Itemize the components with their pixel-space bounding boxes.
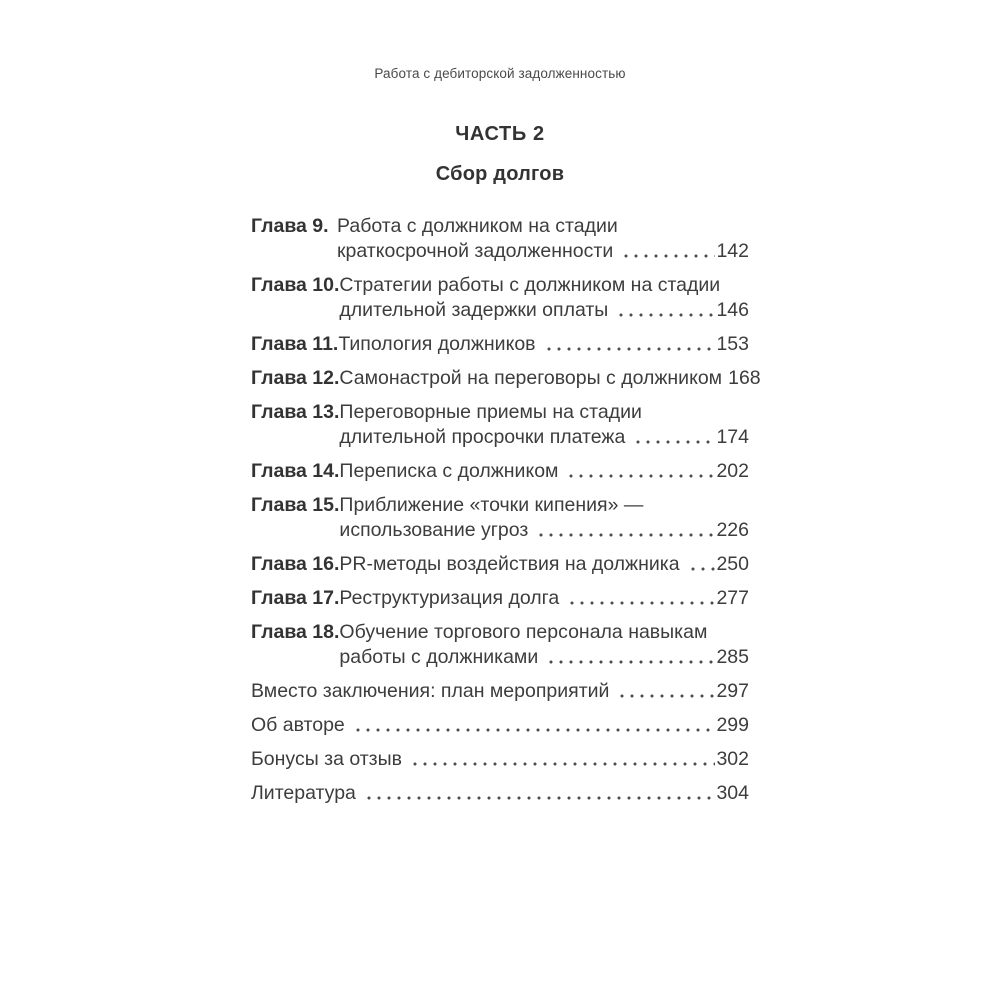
entry-last-line	[339, 366, 761, 391]
toc-entry	[251, 493, 749, 543]
dot-leader	[564, 586, 715, 611]
entry-last-line	[339, 298, 749, 323]
entry-body	[339, 400, 749, 450]
entry-body	[251, 781, 749, 806]
dot-leader	[350, 713, 716, 738]
chapter-label: Глава 9.	[251, 215, 329, 237]
dot-leader	[563, 459, 715, 484]
entry-body	[251, 713, 749, 738]
toc-entry	[251, 552, 749, 577]
page-number: 202	[716, 460, 749, 482]
toc-entry	[251, 332, 749, 357]
entry-line: Стратегии работы с должником на стадии	[339, 274, 721, 296]
toc-entry	[251, 679, 749, 704]
entry-line: Переговорные приемы на стадии	[339, 401, 642, 423]
chapter-label: Глава 13.	[251, 401, 340, 423]
dot-leader	[630, 425, 715, 450]
page-number: 297	[716, 680, 749, 702]
chapter-label: Глава 18.	[251, 621, 340, 643]
table-of-contents	[251, 214, 761, 806]
entry-body	[339, 459, 749, 484]
entry-last-line	[251, 679, 749, 704]
entry-body	[339, 493, 749, 543]
entry-last-line	[337, 239, 749, 264]
entry-last-line	[339, 518, 749, 543]
toc-entry	[251, 459, 749, 484]
page-number: 146	[716, 299, 749, 321]
chapter-label: Глава 17.	[251, 587, 340, 609]
page-number: 142	[716, 240, 749, 262]
toc-entry	[251, 400, 749, 450]
part-subtitle: Сбор долгов	[435, 163, 565, 185]
entry-title-text: длительной задержки оплаты	[339, 299, 609, 321]
chapter-label: Глава 16.	[251, 553, 340, 575]
entry-body	[339, 620, 749, 670]
entry-title-text: Реструктуризация долга	[339, 587, 560, 609]
entry-last-line	[338, 332, 749, 357]
entry-last-line	[251, 747, 749, 772]
part-title: ЧАСТЬ 2	[455, 123, 545, 145]
toc-entry	[251, 366, 761, 391]
page-number: 168	[728, 367, 761, 389]
entry-title-text: Об авторе	[251, 714, 345, 736]
chapter-label: Глава 10.	[251, 274, 340, 296]
entry-title-text: Бонусы за отзыв	[251, 748, 402, 770]
entry-title-text: Литература	[251, 782, 356, 804]
entry-body	[339, 273, 749, 323]
entry-title-text: краткосрочной задолженности	[337, 240, 614, 262]
toc-entry	[251, 747, 749, 772]
entry-title-text: Переписка с должником	[339, 460, 559, 482]
page-number: 302	[716, 748, 749, 770]
page-number: 226	[716, 519, 749, 541]
entry-title-text: Вместо заключения: план мероприятий	[251, 680, 610, 702]
entry-body	[339, 552, 749, 577]
dot-leader	[685, 552, 716, 577]
entry-title-text: Самонастрой на переговоры с должником	[339, 367, 723, 389]
dot-leader	[533, 518, 715, 543]
page-number: 174	[716, 426, 749, 448]
entry-title-text: Типология должников	[338, 333, 536, 355]
chapter-label: Глава 12.	[251, 367, 340, 389]
entry-last-line	[339, 552, 749, 577]
entry-line: Обучение торгового персонала навыкам	[339, 621, 708, 643]
entry-body	[337, 214, 749, 264]
chapter-label: Глава 11.	[251, 333, 339, 355]
page-number: 285	[716, 646, 749, 668]
page-number: 304	[716, 782, 749, 804]
dot-leader	[613, 298, 715, 323]
entry-body	[338, 332, 749, 357]
dot-leader	[407, 747, 715, 772]
entry-last-line	[251, 781, 749, 806]
toc-entry	[251, 273, 749, 323]
entry-last-line	[339, 645, 749, 670]
entry-body	[251, 679, 749, 704]
entry-body	[251, 747, 749, 772]
toc-entry	[251, 586, 749, 611]
entry-last-line	[251, 713, 749, 738]
back-matter-list	[251, 679, 749, 806]
entry-body	[339, 586, 749, 611]
toc-entry	[251, 713, 749, 738]
entry-last-line	[339, 459, 749, 484]
page-number: 299	[716, 714, 749, 736]
dot-leader	[543, 645, 715, 670]
entry-title-text: использование угроз	[339, 519, 529, 541]
running-head: Работа с дебиторской задолженностью	[374, 66, 626, 81]
page-number: 250	[716, 553, 749, 575]
toc-entry	[251, 781, 749, 806]
chapter-label: Глава 15.	[251, 494, 340, 516]
chapter-list	[251, 214, 761, 670]
entry-last-line	[339, 586, 749, 611]
entry-last-line	[339, 425, 749, 450]
dot-leader	[361, 781, 716, 806]
entry-title-text: PR-методы воздействия на должника	[339, 553, 680, 575]
entry-line: Работа с должником на стадии	[337, 215, 618, 237]
entry-line: Приближение «точки кипения» —	[339, 494, 644, 516]
toc-entry	[251, 620, 749, 670]
toc-entry	[251, 214, 749, 264]
page-number: 277	[716, 587, 749, 609]
dot-leader	[614, 679, 715, 704]
dot-leader	[618, 239, 715, 264]
page-number: 153	[716, 333, 749, 355]
chapter-label: Глава 14.	[251, 460, 340, 482]
entry-body	[339, 366, 761, 391]
entry-title-text: длительной просрочки платежа	[339, 426, 626, 448]
entry-title-text: работы с должниками	[339, 646, 539, 668]
dot-leader	[541, 332, 716, 357]
